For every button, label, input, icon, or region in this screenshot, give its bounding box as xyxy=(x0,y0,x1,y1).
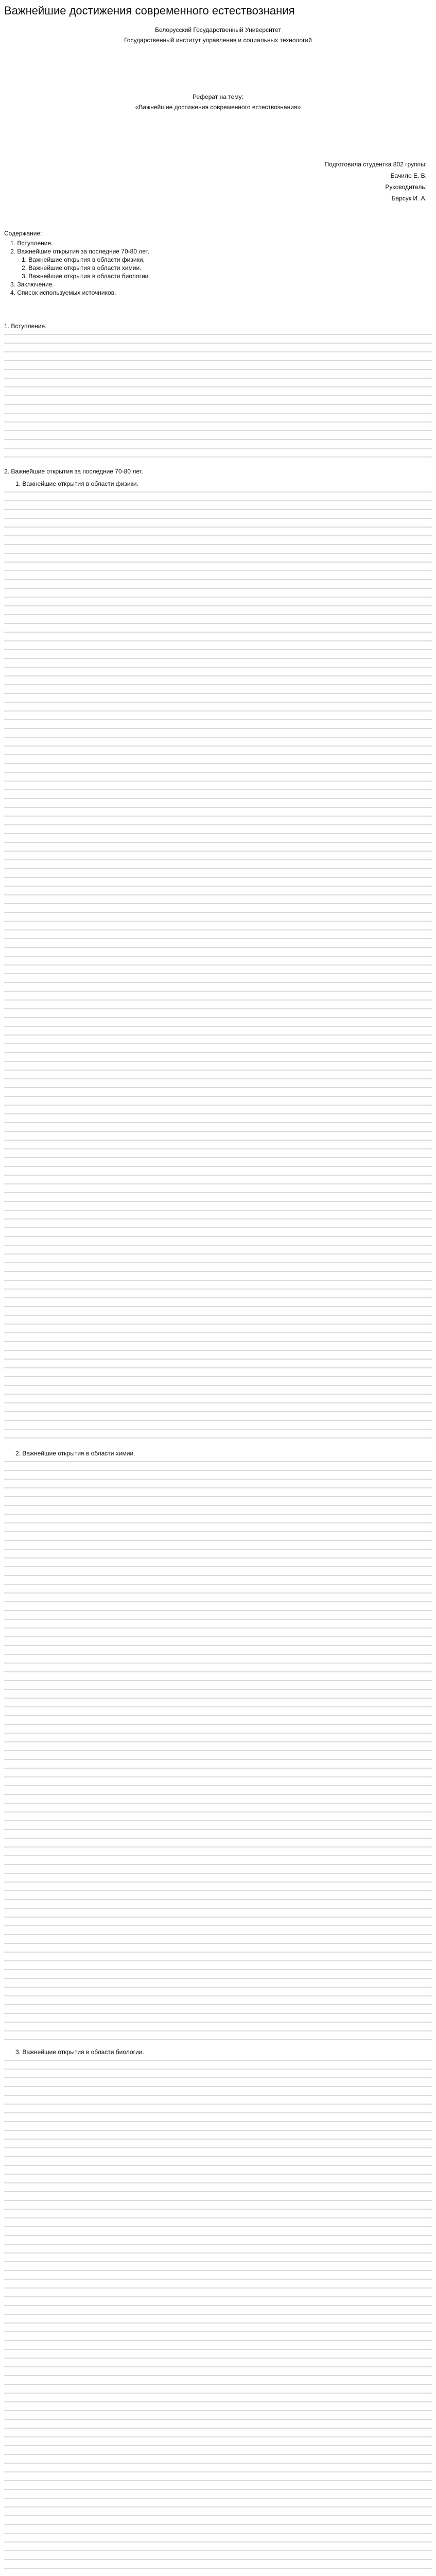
chemistry-body-text xyxy=(4,1461,432,2043)
toc-item: 4. Список используемых источников. xyxy=(10,289,116,296)
toc-item: 1. Вступление. xyxy=(10,240,53,247)
toc-item: 1. Важнейшие открытия в области физики. xyxy=(22,256,145,263)
toc-item: 2. Важнейшие открытия в области химии. xyxy=(22,264,142,272)
university-name: Белорусский Государственный Университет xyxy=(155,26,281,33)
institute-name: Государственный институт управления и социальных технологий xyxy=(124,37,312,44)
contents-heading: Содержание: xyxy=(4,230,42,237)
toc-item: 2. Важнейшие открытия за последние 70-80 лет. xyxy=(10,248,150,255)
section-2-heading: 2. Важнейшие открытия за последние 70-80 лет. xyxy=(4,468,144,475)
author-name: Бачило Е. В. xyxy=(390,172,427,179)
essay-label: Реферат на тему: xyxy=(193,93,243,100)
intro-body-text xyxy=(4,334,432,463)
toc-item: 3. Заключение. xyxy=(10,281,54,288)
section-2-2-heading: 2. Важнейшие открытия в области химии. xyxy=(15,1450,135,1457)
section-intro-heading: 1. Вступление. xyxy=(4,323,47,330)
author-block xyxy=(4,159,427,204)
toc-item: 3. Важнейшие открытия в области биологии. xyxy=(22,273,150,280)
supervisor-name: Барсук И. А. xyxy=(391,195,427,202)
document-title: Важнейшие достижения современного естествознания xyxy=(4,4,295,17)
essay-topic: «Важнейшие достижения современного естествознания» xyxy=(135,104,301,111)
section-2-1-heading: 1. Важнейшие открытия в области физики. xyxy=(15,480,138,487)
section-2-3-heading: 3. Важнейшие открытия в области биологии. xyxy=(15,2048,144,2056)
author-line: Подготовила студентка 802 группы: xyxy=(324,161,427,168)
supervisor-label: Руководитель: xyxy=(385,183,427,191)
biology-body-text xyxy=(4,2060,432,2576)
physics-body-text xyxy=(4,492,432,1445)
table-of-contents xyxy=(10,239,432,297)
